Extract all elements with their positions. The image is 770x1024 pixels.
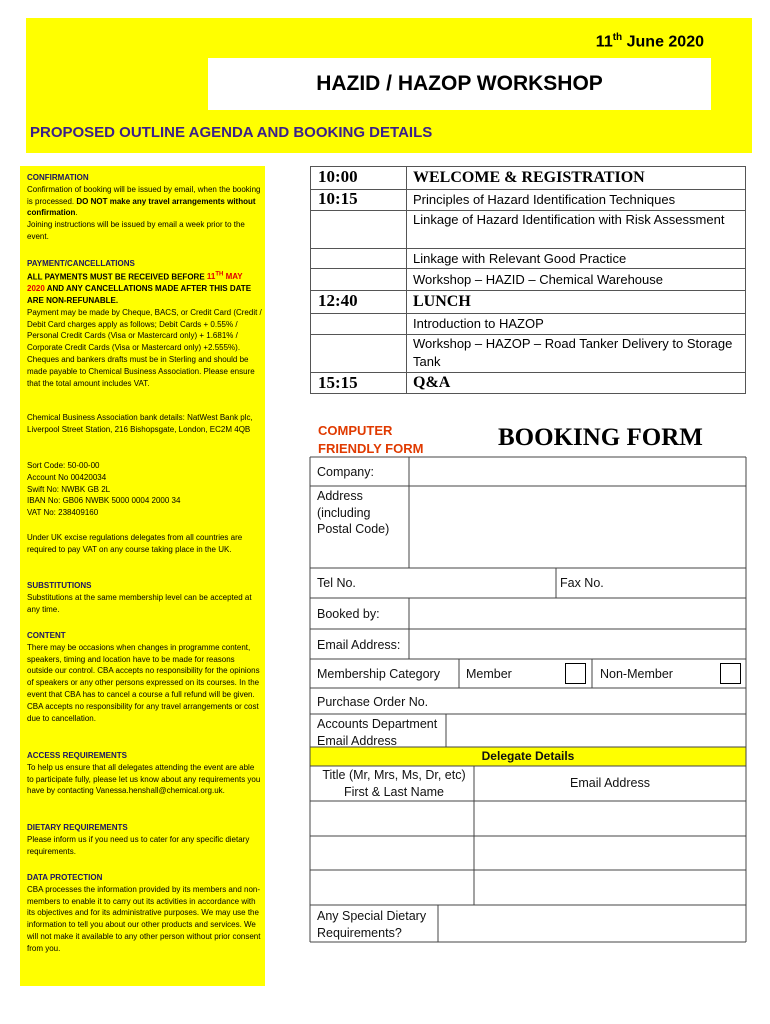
content-heading: CONTENT: [27, 631, 66, 640]
member-label: Member: [466, 667, 512, 681]
dietary-heading: DIETARY REQUIREMENTS: [27, 823, 128, 832]
purchase-order-label: Purchase Order No.: [317, 695, 429, 709]
delegate-name-field[interactable]: [311, 871, 473, 904]
confirmation-text-1: Confirmation of booking will be issued by email, when the booking is processed.: [27, 184, 261, 206]
email-field[interactable]: [410, 630, 745, 658]
vat-number: VAT No: 238409160: [27, 508, 99, 518]
address-field[interactable]: [410, 487, 745, 567]
booked-by-field[interactable]: [410, 599, 745, 628]
non-member-label: Non-Member: [600, 667, 673, 681]
computer-friendly-line-2: FRIENDLY FORM: [318, 441, 424, 456]
confirmation-warning: DO NOT make any travel arrangements without confirmation: [27, 196, 256, 218]
bank-details: Chemical Business Association bank details: NatWest Bank plc, Liverpool Street Station, 216 Bishopsgate, London, EC2M 4QB: [27, 413, 253, 434]
member-checkbox[interactable]: [565, 663, 586, 684]
access-text: To help us ensure that all delegates attending the event are able to participate fully, please let us know about any requirements you have by contacting Vanessa.henshall@chemical.org.uk.: [27, 762, 261, 796]
delegate-email-field[interactable]: [475, 837, 745, 869]
company-label: Company:: [317, 465, 374, 479]
delegate-email-header: Email Address: [570, 776, 650, 790]
purchase-order-field[interactable]: [311, 689, 745, 713]
delegate-name-field[interactable]: [311, 802, 473, 835]
fax-label: Fax No.: [560, 576, 604, 590]
agenda-item: Linkage with Relevant Good Practice: [413, 251, 627, 266]
agenda-time: 12:40: [318, 291, 358, 310]
agenda-item: LUNCH: [413, 293, 471, 310]
dietary-label: Any Special Dietary Requirements?: [317, 909, 427, 940]
fax-field[interactable]: [557, 569, 745, 597]
accounts-email-label: Accounts Department Email Address: [317, 717, 438, 748]
excise-note: Under UK excise regulations delegates from all countries are required to pay VAT on any course taking place in the UK.: [27, 533, 243, 554]
agenda-time: 10:00: [318, 167, 358, 186]
agenda-time: 15:15: [318, 373, 358, 392]
booking-form-title: BOOKING FORM: [498, 424, 703, 451]
agenda-item: Workshop – HAZOP – Road Tanker Delivery to Storage Tank: [413, 336, 733, 369]
payment-deadline-text: ALL PAYMENTS MUST BE RECEIVED BEFORE: [27, 272, 205, 282]
date-suffix: th: [612, 32, 623, 43]
account-number: Account No 00420034: [27, 472, 107, 482]
computer-friendly-line-1: COMPUTER: [318, 423, 393, 438]
agenda-item: WELCOME & REGISTRATION: [413, 169, 645, 186]
agenda-time: 10:15: [318, 189, 358, 208]
substitutions-text: Substitutions at the same membership level can be accepted at any time.: [27, 592, 252, 614]
accounts-email-field[interactable]: [447, 715, 745, 746]
payment-date-day: 11: [206, 272, 216, 282]
payment-text: Payment may be made by Cheque, BACS, or Credit Card (Credit / Debit Card charges apply as follows; Debit Cards + 0.55% / Personal Credit Cards (Visa or Mastercard only) + 1.681% / Corporate Credit Cards (Visa or Mastercard only) +2.555%). Cheques and bankers drafts must be in Sterling and should be made payable to Chemical Business Association. Please ensure that the total amount includes VAT.: [27, 307, 262, 388]
access-heading: ACCESS REQUIREMENTS: [27, 751, 128, 760]
confirmation-text: Confirmation of booking will be issued by email, when the booking is processed. DO NOT make any travel arrangements without confirmation.: [27, 184, 261, 218]
agenda-item: Linkage of Hazard Identification with Risk Assessment: [413, 212, 725, 227]
page-subtitle: PROPOSED OUTLINE AGENDA AND BOOKING DETAILS: [30, 124, 433, 141]
data-protection-text: CBA processes the information provided by its members and non-members to enable it to carry out its activities in accordance with its objectives and for its administrative purposes. We may use the information to tell you about our other products and services. We will not make it available to any other person without prior consent from you.: [27, 884, 261, 953]
agenda-item: Q&A: [413, 374, 451, 391]
payment-refund-note: AND ANY CANCELLATIONS MADE AFTER THIS DATE ARE NON-REFUNABLE.: [27, 284, 252, 306]
address-label: Address (including Postal Code): [317, 489, 390, 536]
non-member-checkbox[interactable]: [720, 663, 741, 684]
tel-label: Tel No.: [317, 576, 356, 590]
content-text: There may be occasions when changes in programme content, speakers, timing and location have to be made for reasons outside our control. CBA accepts no responsibility for the opinions of speakers or any other persons expressed on its courses. In the event that CBA has to cancel a course a full refund will be given. CBA accepts no responsibility for any travel arrangements or cost due to cancellation.: [27, 642, 260, 723]
agenda-item: Workshop – HAZID – Chemical Warehouse: [413, 272, 663, 287]
delegate-email-field[interactable]: [475, 871, 745, 904]
page-title: HAZID / HAZOP WORKSHOP: [208, 58, 711, 110]
confirmation-heading: CONFIRMATION: [27, 173, 89, 182]
swift-code: Swift No: NWBK GB 2L: [27, 484, 111, 494]
booked-by-label: Booked by:: [317, 607, 380, 621]
membership-label: Membership Category: [317, 667, 440, 681]
company-field[interactable]: [410, 458, 745, 485]
dietary-text: Please inform us if you need us to cater for any specific dietary requirements.: [27, 834, 250, 856]
sort-code: Sort Code: 50-00-00: [27, 461, 100, 470]
confirmation-joining: Joining instructions will be issued by email a week prior to the event.: [27, 220, 245, 241]
agenda-item: Introduction to HAZOP: [413, 316, 544, 331]
delegate-name-header: Title (Mr, Mrs, Ms, Dr, etc) First & Last Name: [322, 768, 466, 799]
payment-heading: PAYMENT/CANCELLATIONS: [27, 259, 135, 268]
date-day: 11: [595, 33, 613, 51]
payment-date-rest: MAY 2020: [27, 272, 243, 294]
delegate-email-field[interactable]: [475, 802, 745, 835]
email-label: Email Address:: [317, 638, 401, 652]
data-protection-heading: DATA PROTECTION: [27, 873, 103, 882]
agenda-item: Principles of Hazard Identification Techniques: [413, 192, 676, 207]
date-rest: June 2020: [622, 33, 704, 51]
substitutions-heading: SUBSTITUTIONS: [27, 581, 92, 590]
tel-field[interactable]: [311, 569, 555, 597]
delegate-name-field[interactable]: [311, 837, 473, 869]
payment-date-suffix: TH: [215, 271, 224, 278]
iban: IBAN No: GB06 NWBK 5000 0004 2000 34: [27, 496, 181, 506]
delegate-details-heading: Delegate Details: [481, 749, 575, 763]
dietary-field[interactable]: [439, 906, 745, 941]
